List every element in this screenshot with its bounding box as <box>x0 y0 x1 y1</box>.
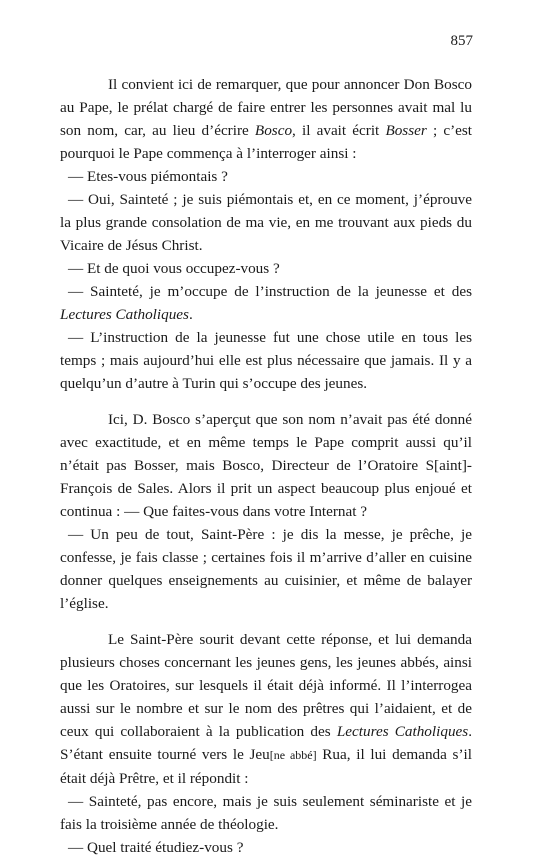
text-segment: Rua, il lui demanda s’il était déjà Prêtre, et il répondit : <box>60 746 472 787</box>
italic-text: Lectures Catholiques <box>60 306 189 323</box>
italic-text: Bosco <box>254 122 293 139</box>
text-segment: Ici, D. Bosco s’aperçut que son nom n’avait pas été donné avec exactitude, et en même temps le Pape comprit aussi qu’il n’était pas Bosser, mais Bosco, Directeur de l’Oratoire S[aint]-François de Sales. Alors il prit un aspect beaucoup plus enjoué et continua : — Que faites-vous dans votre Internat ? <box>60 411 472 520</box>
text-segment: Il convient ici de remarquer, que pour annoncer Don Bosco au Pape, le prélat chargé de faire entrer les personnes avait mal lu son nom, car, au lieu d’écrire <box>60 76 472 139</box>
italic-text: Lectures Catholiques <box>336 723 469 740</box>
editorial-insertion: [ne abbé] <box>269 748 317 762</box>
dialogue-line <box>60 326 472 395</box>
italic-text: Bosser <box>385 122 427 139</box>
text-segment: — Etes-vous piémontais ? <box>68 168 228 185</box>
text-segment: — Un peu de tout, Saint-Père : je dis la messe, je prêche, je confesse, je fais classe ; certaines fois il m’arrive d’aller en cuisine donner quelques enseignements au cuisinier, et même de balayer l’église. <box>60 526 472 612</box>
text-segment: — Sainteté, pas encore, mais je suis seulement séminariste et je fais la troisième année de théologie. <box>60 793 472 833</box>
narrative-paragraph <box>60 73 472 165</box>
text-segment: , il avait écrit <box>292 122 386 139</box>
text-segment: Le Saint-Père sourit devant cette réponse, et lui demanda plusieurs choses concernant les jeunes gens, les jeunes abbés, ainsi que les Oratoires, sur lesquels il était déjà informé. Il l’interrogea aussi sur le nombre et sur le nom des prêtres qui l’aidaient, et de ceux qui collaboraient à la publication des <box>60 631 472 740</box>
dialogue-line <box>60 188 472 257</box>
dialogue-line <box>60 836 472 859</box>
text-segment: . <box>188 306 193 323</box>
text-segment: — Sainteté, je m’occupe de l’instruction de la jeunesse et des <box>68 283 472 300</box>
text-segment: — Et de quoi vous occupez-vous ? <box>68 260 280 277</box>
dialogue-line <box>60 257 472 280</box>
text-segment: . S’étant ensuite tourné vers le Jeu <box>60 723 472 763</box>
text-segment: — Oui, Sainteté ; je suis piémontais et, en ce moment, j’éprouve la plus grande consolation de ma vie, en me trouvant aux pieds du Vicaire de Jésus Christ. <box>60 191 472 254</box>
body-text <box>60 73 472 859</box>
dialogue-line <box>60 280 472 326</box>
text-segment: — Quel traité étudiez-vous ? <box>68 839 244 856</box>
dialogue-line <box>60 790 472 836</box>
narrative-paragraph <box>60 408 472 523</box>
text-segment: — L’instruction de la jeunesse fut une chose utile en tous les temps ; mais aujourd’hui elle est plus nécessaire que jamais. Il y a quelqu’un d’autre à Turin qui s’occupe des jeunes. <box>60 329 472 392</box>
narrative-paragraph <box>60 628 472 790</box>
text-segment: ; c’est pourquoi le Pape commença à l’interroger ainsi : <box>60 122 472 162</box>
dialogue-line <box>60 523 472 615</box>
page-number: 857 <box>450 33 473 49</box>
dialogue-line <box>60 165 472 188</box>
